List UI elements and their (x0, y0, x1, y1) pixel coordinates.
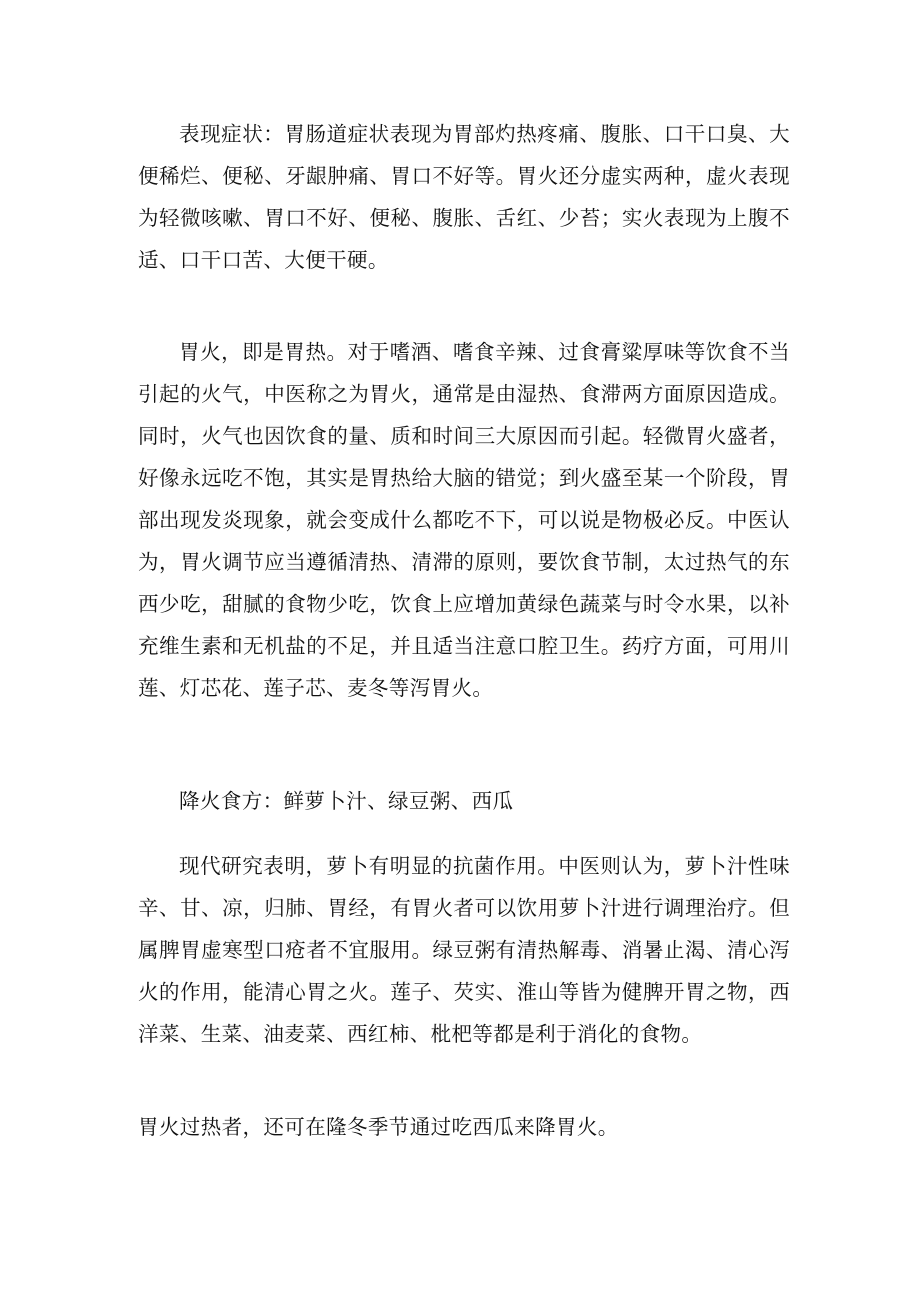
paragraph-stomach-fire: 胃火，即是胃热。对于嗜酒、嗜食辛辣、过食膏粱厚味等饮食不当引起的火气，中医称之为胃火，通常是由湿热、食滞两方面原因造成。同时，火气也因饮食的量、质和时间三大原因而引起。轻微胃火盛者，好像永远吃不饱，其实是胃热给大脑的错觉；到火盛至某一个阶段，胃部出现发炎现象，就会变成什么都吃不下，可以说是物极必反。中医认为，胃火调节应当遵循清热、清滞的原则，要饮食节制，太过热气的东西少吃，甜腻的食物少吃，饮食上应增加黄绿色蔬菜与时令水果，以补充维生素和无机盐的不足，并且适当注意口腔卫生。药疗方面，可用川莲、灯芯花、莲子芯、麦冬等泻胃火。 (138, 340, 790, 700)
paragraph-watermelon: 胃火过热者，还可在隆冬季节通过吃西瓜来降胃火。 (138, 1115, 619, 1139)
paragraph-symptoms: 表现症状：胃肠道症状表现为胃部灼热疼痛、腹胀、口干口臭、大便稀烂、便秘、牙龈肿痛、胃口不好等。胃火还分虚实两种，虚火表现为轻微咳嗽、胃口不好、便秘、腹胀、舌红、少苔；实火表现为上腹不适、口干口苦、大便干硬。 (138, 122, 790, 272)
paragraph-recipe-heading: 降火食方：鲜萝卜汁、绿豆粥、西瓜 (179, 789, 514, 813)
paragraph-modern-research: 现代研究表明，萝卜有明显的抗菌作用。中医则认为，萝卜汁性味辛、甘、凉，归肺、胃经，有胃火者可以饮用萝卜汁进行调理治疗。但属脾胃虚寒型口疮者不宜服用。绿豆粥有清热解毒、消暑止渴、清心泻火的作用，能清心胃之火。莲子、芡实、淮山等皆为健脾开胃之物，西洋菜、生菜、油麦菜、西红柿、枇杷等都是利于消化的食物。 (138, 854, 790, 1046)
